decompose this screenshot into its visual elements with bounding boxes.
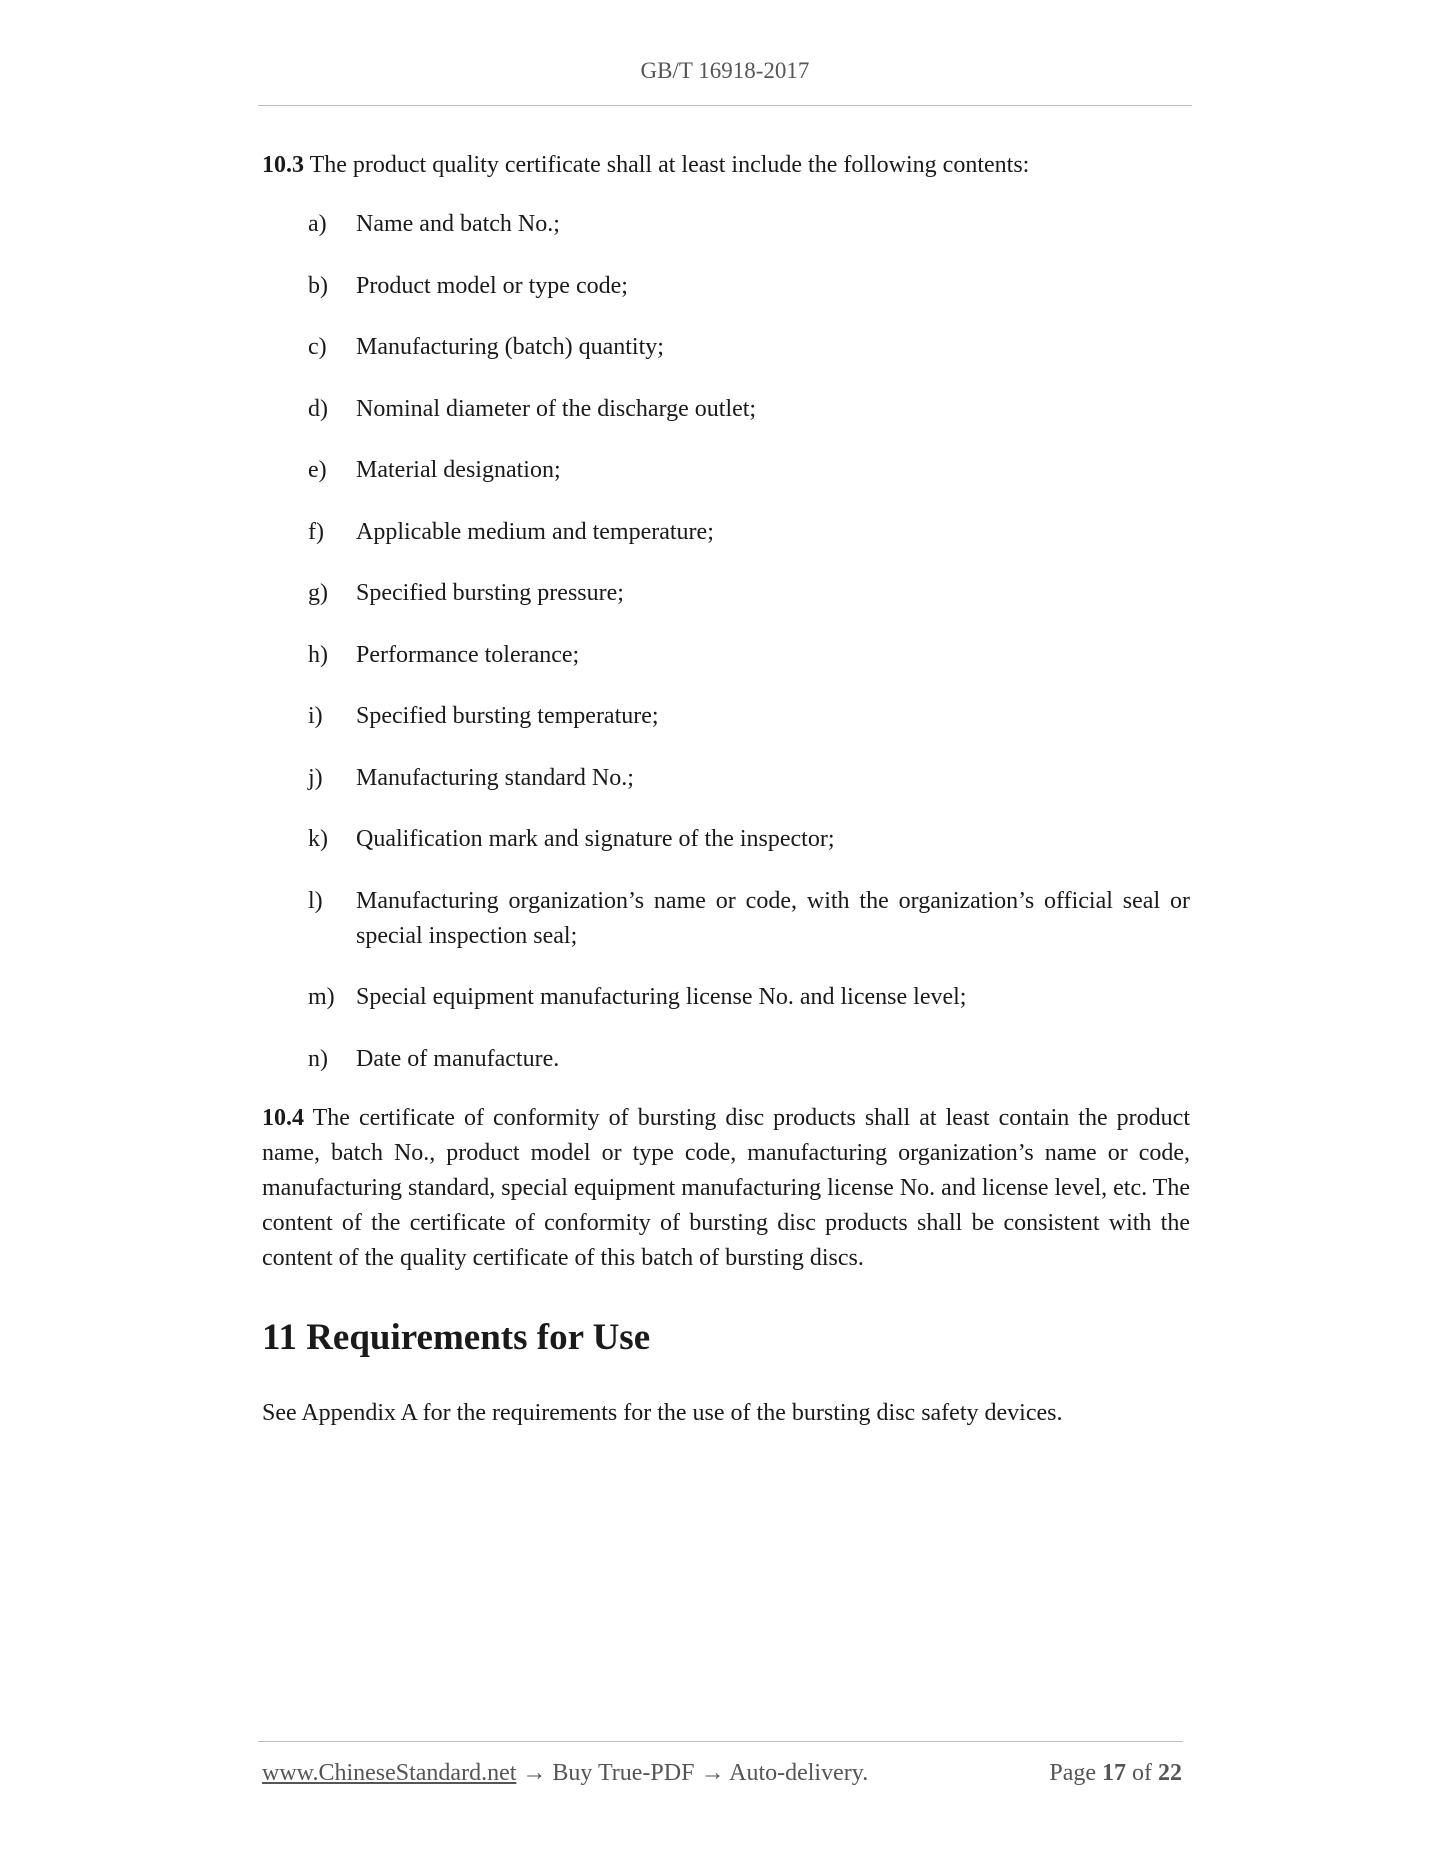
document-body [262,148,1190,1431]
list-marker: f) [308,518,324,545]
list-item [262,1042,1190,1077]
clause-10-3-number: 10.3 [262,152,304,178]
list-item-text: Performance tolerance; [356,641,580,668]
clause-10-4 [262,1101,1190,1276]
section-11-text: See Appendix A for the requirements for the use of the bursting disc safety devices. [262,1399,1063,1426]
list-marker: n) [308,1045,328,1072]
list-marker: j) [308,764,323,791]
footer-tagline: → Buy True-PDF → Auto-delivery. [516,1760,869,1786]
page-number [1049,1760,1182,1787]
list-item [262,761,1190,796]
list-item [262,269,1190,304]
list-item-text: Material designation; [356,457,561,483]
header-divider [258,105,1192,106]
list-marker: i) [308,703,323,729]
list-item-text: Specified bursting temperature; [356,703,659,729]
list-item-text: Name and batch No.; [356,211,560,237]
list-item-text: Manufacturing standard No.; [356,764,634,791]
list-item-text: Special equipment manufacturing license No. and license level; [356,984,967,1010]
list-item [262,699,1190,734]
clause-10-4-number: 10.4 [262,1104,304,1131]
footer-divider [258,1741,1183,1742]
running-header: GB/T 16918-2017 [640,58,810,83]
list-marker: m) [308,984,335,1010]
list-item [262,515,1190,550]
list-marker: c) [308,334,327,360]
list-item [262,330,1190,365]
list-item-text: Applicable medium and temperature; [356,518,714,545]
list-item-text: Nominal diameter of the discharge outlet; [356,395,757,422]
page-of: of [1126,1760,1158,1786]
page-current: 17 [1102,1760,1126,1786]
list-item-text: Date of manufacture. [356,1045,560,1072]
website-link[interactable]: www.ChineseStandard.net [262,1760,517,1786]
clause-10-4-text: The certificate of conformity of bursting disc products shall at least contain the product name, batch No., product model or type code, manufacturing organization’s name or code, manufacturing standard, special equipment manufacturing license No. and license level, etc. The content of the certificate of conformity of bursting disc products shall be consistent with the content of the quality certificate of this batch of bursting discs. [262,1104,1190,1271]
list-item [262,884,1190,954]
list-marker: l) [308,887,323,914]
list-item [262,980,1190,1015]
list-item-text: Manufacturing organization’s name or code, with the organization’s official seal or special inspection seal; [356,887,1190,949]
list-item [262,392,1190,427]
list-item-text: Specified bursting pressure; [356,580,624,606]
list-item [262,822,1190,857]
list-marker: k) [308,826,328,852]
list-marker: a) [308,211,327,237]
list-item-text: Qualification mark and signature of the inspector; [356,826,835,852]
footer-promo [262,1760,868,1787]
list-item-text: Manufacturing (batch) quantity; [356,334,664,360]
list-marker: b) [308,272,328,299]
list-item [262,638,1190,673]
list-marker: d) [308,395,328,422]
clause-10-3-text: The product quality certificate shall at least include the following contents: [304,152,1030,178]
page-footer [262,1760,1182,1787]
certificate-contents-list [262,207,1190,1077]
clause-10-3-intro [262,148,1190,183]
list-item-text: Product model or type code; [356,272,628,299]
list-marker: g) [308,580,328,606]
section-11-heading: 11 Requirements for Use [262,1316,651,1358]
list-marker: e) [308,457,327,483]
page-total: 22 [1158,1760,1182,1786]
list-item [262,576,1190,611]
page-label: Page [1049,1760,1102,1786]
list-item [262,207,1190,242]
list-marker: h) [308,641,328,668]
list-item [262,453,1190,488]
